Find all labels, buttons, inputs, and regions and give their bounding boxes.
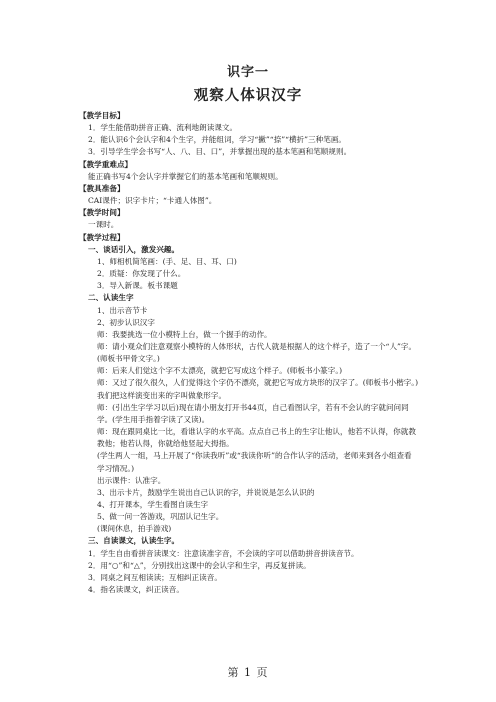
text-line: 出示课件：认准字。 xyxy=(97,475,166,485)
text-line: 4、打开课本，学生看图自读生字 xyxy=(97,500,209,509)
section-heading: 【教学时间】 xyxy=(79,208,125,218)
text-line: 3．引导学生学会书写“人、八、目、口”，并掌握出现的基本笔画和笔顺规则。 xyxy=(88,147,352,157)
text-line: 3．导入新课。板书课题 xyxy=(97,281,178,291)
document-body xyxy=(79,110,419,596)
text-line: 3．同桌之间互相读读；互相纠正读音。 xyxy=(88,572,222,582)
section-heading: 【教学重难点】 xyxy=(79,159,133,169)
section-heading: 【教具准备】 xyxy=(79,183,125,193)
lesson-subtitle: 观察人体识汉字 xyxy=(193,87,303,104)
section-heading: 二、认读生字 xyxy=(88,293,134,303)
section-heading: 三、自读课文，认读生字。 xyxy=(88,536,180,546)
text-line: 1、师相机简笔画：(手、足、目、耳、口) xyxy=(97,256,237,266)
text-line: 2、初步认识汉字 xyxy=(97,317,155,327)
section-heading: 【教学过程】 xyxy=(79,232,125,242)
text-line: 师：(引出生字学习以后)现在请小朋友打开书44页，自己看图认字，若有不会认的字就问问同学。(学生用手指着字读了又读)。 xyxy=(97,402,409,424)
text-line: 1．学生自由看拼音读课文：注意读准字音，不会读的字可以借助拼音拼读音节。 xyxy=(88,548,359,558)
text-line: 4．指名读课文，纠正读音。 xyxy=(88,585,184,595)
text-line: 1．学生能借助拼音正确、流利地朗读课文。 xyxy=(88,123,238,133)
text-line: 师：我要挑选一位小模特上台，做一个握手的动作。 xyxy=(97,329,272,339)
text-line: 师：又过了很久很久，人们觉得这个字仍不漂亮，就把它写成方块形的汉字了。(师板书小楷字。)我们把这样演变出来的字叫做象形字。 xyxy=(97,378,419,400)
text-line: 2．质疑：你发现了什么。 xyxy=(97,269,186,279)
text-line: 师：后来人们觉这个字不太漂亮，就把它写成这个样子。(师板书小篆字。) xyxy=(97,366,343,376)
text-line: 3、出示卡片，鼓励学生说出自己认识的字，并说说是怎么认识的 xyxy=(97,487,315,497)
section-heading: 【教学目标】 xyxy=(79,111,125,120)
text-line: 一课时。 xyxy=(88,220,119,230)
text-line: (学生两人一组，马上开展了“你读我听”或“我读你听”的合作认字的活动，老师来到各小组查看学习情况。) xyxy=(97,451,412,473)
text-line: 师：请小观众们注意观察小模特的人体形状，古代人就是根据人的这个样子，造了一个“人”字。(师板书甲骨文字。) xyxy=(97,341,417,364)
text-line: 能正确书写4个会认字并掌握它们的基本笔画和笔顺规则。 xyxy=(88,171,283,181)
text-line: CAI课件；识字卡片；“卡通人体图”。 xyxy=(88,196,217,206)
text-line: 2．用“○”和“△”，分别找出这课中的会认字和生字，再反复拼读。 xyxy=(88,560,311,570)
text-line: (课间休息，拍手游戏) xyxy=(97,524,172,534)
text-line: 2．能认识6个会认字和4个生字，并能组词，学习“撇”“捺”“横折”三种笔画。 xyxy=(88,135,347,145)
text-line: 5、做一问一答游戏，巩固认记生字。 xyxy=(97,512,224,522)
lesson-title: 识字一 xyxy=(226,65,269,80)
text-line: 1、出示音节卡 xyxy=(97,305,148,315)
section-heading: 一、谈话引入，激发兴趣。 xyxy=(88,244,180,254)
page-number: 第 1 页 xyxy=(227,666,269,679)
text-line: 师：现在跟同桌比一比，看谁认字的水平高。点点自己书上的生字让他认，他若不认得，你就教教他；他若认得，你就给他竖起大拇指。 xyxy=(97,427,416,449)
